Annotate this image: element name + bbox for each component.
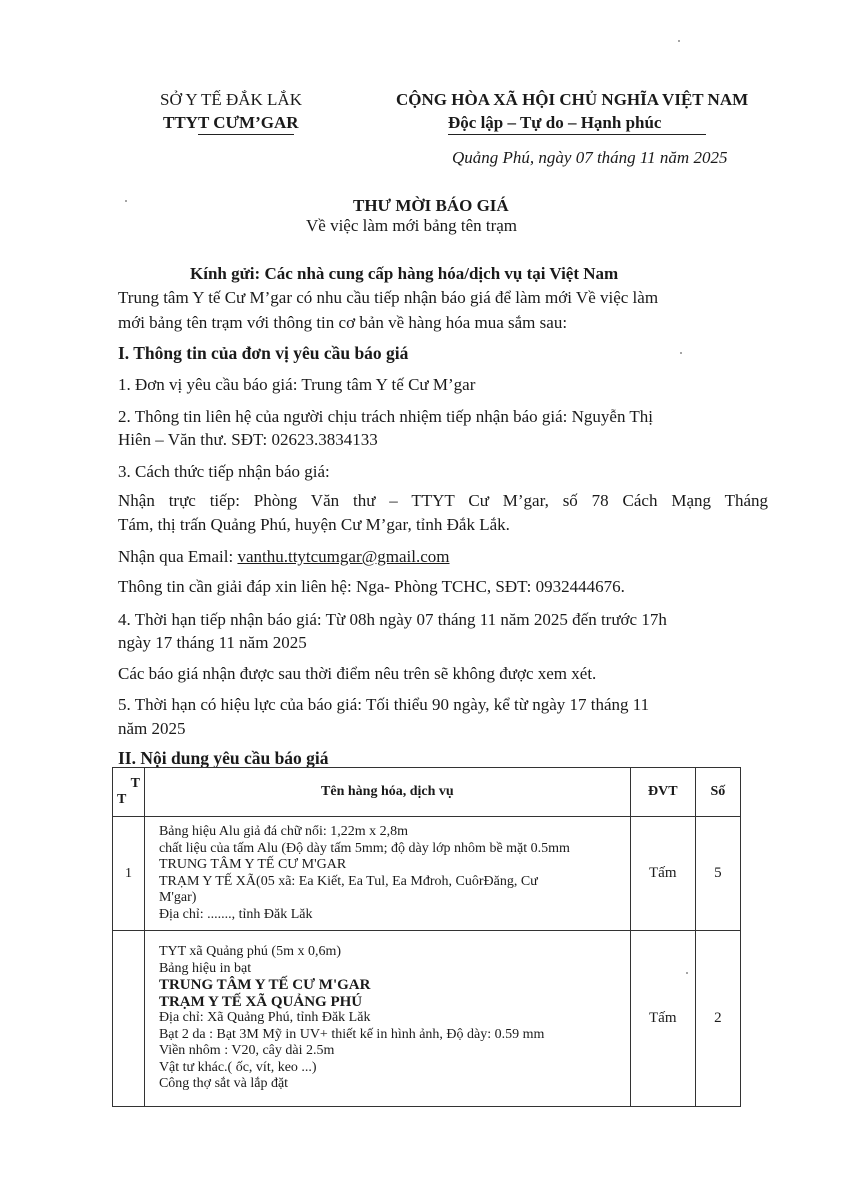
col-header-name: Tên hàng hóa, dịch vụ [144, 768, 630, 817]
date-line: Quảng Phú, ngày 07 tháng 11 năm 2025 [452, 148, 728, 167]
item-qty: 5 [695, 817, 740, 931]
section-2-heading: II. Nội dung yêu cầu báo giá [118, 748, 329, 768]
scan-speck [686, 972, 688, 974]
scan-speck [680, 352, 682, 354]
org-unit: TTYT CƯM’GAR [163, 113, 299, 132]
col-header-qty: Số [695, 768, 740, 817]
nation-motto: Độc lập – Tự do – Hạnh phúc [448, 113, 662, 132]
items-table [112, 767, 741, 1107]
org-name: SỞ Y TẾ ĐẮK LẮK [160, 90, 302, 109]
item-5-line-2: năm 2025 [118, 719, 186, 738]
direct-line-1: Nhận trực tiếp: Phòng Văn thư – TTYT Cư M’gar, số 78 Cách Mạng Tháng [118, 491, 768, 510]
contact-line: Thông tin cần giải đáp xin liên hệ: Nga- Phòng TCHC, SĐT: 0932444676. [118, 577, 625, 596]
item-3: 3. Cách thức tiếp nhận báo giá: [118, 462, 330, 481]
email-line [118, 546, 450, 568]
item-5-line-1: 5. Thời hạn có hiệu lực của báo giá: Tối thiểu 90 ngày, kể từ ngày 17 tháng 11 [118, 695, 650, 714]
direct-line-2: Tám, thị trấn Quảng Phú, huyện Cư M’gar, tỉnh Đắk Lắk. [118, 515, 510, 534]
item-1: 1. Đơn vị yêu cầu báo giá: Trung tâm Y tế Cư M’gar [118, 375, 476, 394]
item-4-line-2: ngày 17 tháng 11 năm 2025 [118, 633, 307, 652]
item-qty: 2 [695, 931, 740, 1107]
table-row [113, 817, 741, 931]
scan-speck [678, 40, 680, 42]
email-label: Nhận qua Email: [118, 547, 238, 566]
item-unit: Tấm [630, 931, 695, 1107]
col-header-unit: ĐVT [630, 768, 695, 817]
item-4-line-1: 4. Thời hạn tiếp nhận báo giá: Từ 08h ngày 07 tháng 11 năm 2025 đến trước 17h [118, 610, 667, 629]
table-row [113, 931, 741, 1107]
org-underline [198, 134, 294, 135]
item-description: TYT xã Quảng phú (5m x 0,6m) Bảng hiệu in bạt TRUNG TÂM Y TẾ CƯ M'GAR TRẠM Y TẾ XÃ QUẢNG PHÚ Địa chỉ: Xã Quảng Phú, tỉnh Đăk Lăk Bạt 2 da : Bạt 3M Mỹ in UV+ thiết kế in hình ảnh, Độ dày: 0.59 mm Viền nhôm : V20, cây dài 2.5m Vật tư khác.( ốc, vít, keo ...) Công thợ sắt và lắp đặt [144, 931, 630, 1107]
table-header-row [113, 768, 741, 817]
letter-subject: Về việc làm mới bảng tên trạm [306, 216, 518, 235]
section-1-heading: I. Thông tin của đơn vị yêu cầu báo giá [118, 343, 409, 363]
greeting: Kính gửi: Các nhà cung cấp hàng hóa/dịch vụ tại Việt Nam [190, 264, 619, 283]
late-note: Các báo giá nhận được sau thời điểm nêu trên sẽ không được xem xét. [118, 664, 597, 683]
row-number: 1 [113, 817, 145, 931]
letter-title: THƯ MỜI BÁO GIÁ [353, 196, 509, 215]
intro-line-2: mới bảng tên trạm với thông tin cơ bản về hàng hóa mua sắm sau: [118, 313, 568, 332]
scan-speck [125, 200, 127, 202]
item-2-line-1: 2. Thông tin liên hệ của người chịu trách nhiệm tiếp nhận báo giá: Nguyễn Thị [118, 407, 654, 426]
item-description: Bảng hiệu Alu giả đá chữ nổi: 1,22m x 2,8m chất liệu của tấm Alu (Độ dày tấm 5mm; độ dày lớp nhôm bề mặt 0.5mm TRUNG TÂM Y TẾ CƯ M'GAR TRẠM Y TẾ XÃ(05 xã: Ea Kiết, Ea Tul, Ea Mđroh, CuôrĐăng, Cư M'gar) Địa chỉ: ......., tỉnh Đăk Lăk [144, 817, 630, 931]
email-link[interactable]: vanthu.ttytcumgar@gmail.com [237, 547, 450, 566]
motto-underline [448, 134, 706, 135]
item-2-line-2: Hiên – Văn thư. SĐT: 02623.3834133 [118, 430, 378, 449]
row-number [113, 931, 145, 1107]
nation-title: CỘNG HÒA XÃ HỘI CHỦ NGHĨA VIỆT NAM [396, 90, 749, 109]
col-header-tt: T T [113, 768, 145, 817]
intro-line-1: Trung tâm Y tế Cư M’gar có nhu cầu tiếp nhận báo giá để làm mới Về việc làm [118, 288, 659, 307]
item-unit: Tấm [630, 817, 695, 931]
